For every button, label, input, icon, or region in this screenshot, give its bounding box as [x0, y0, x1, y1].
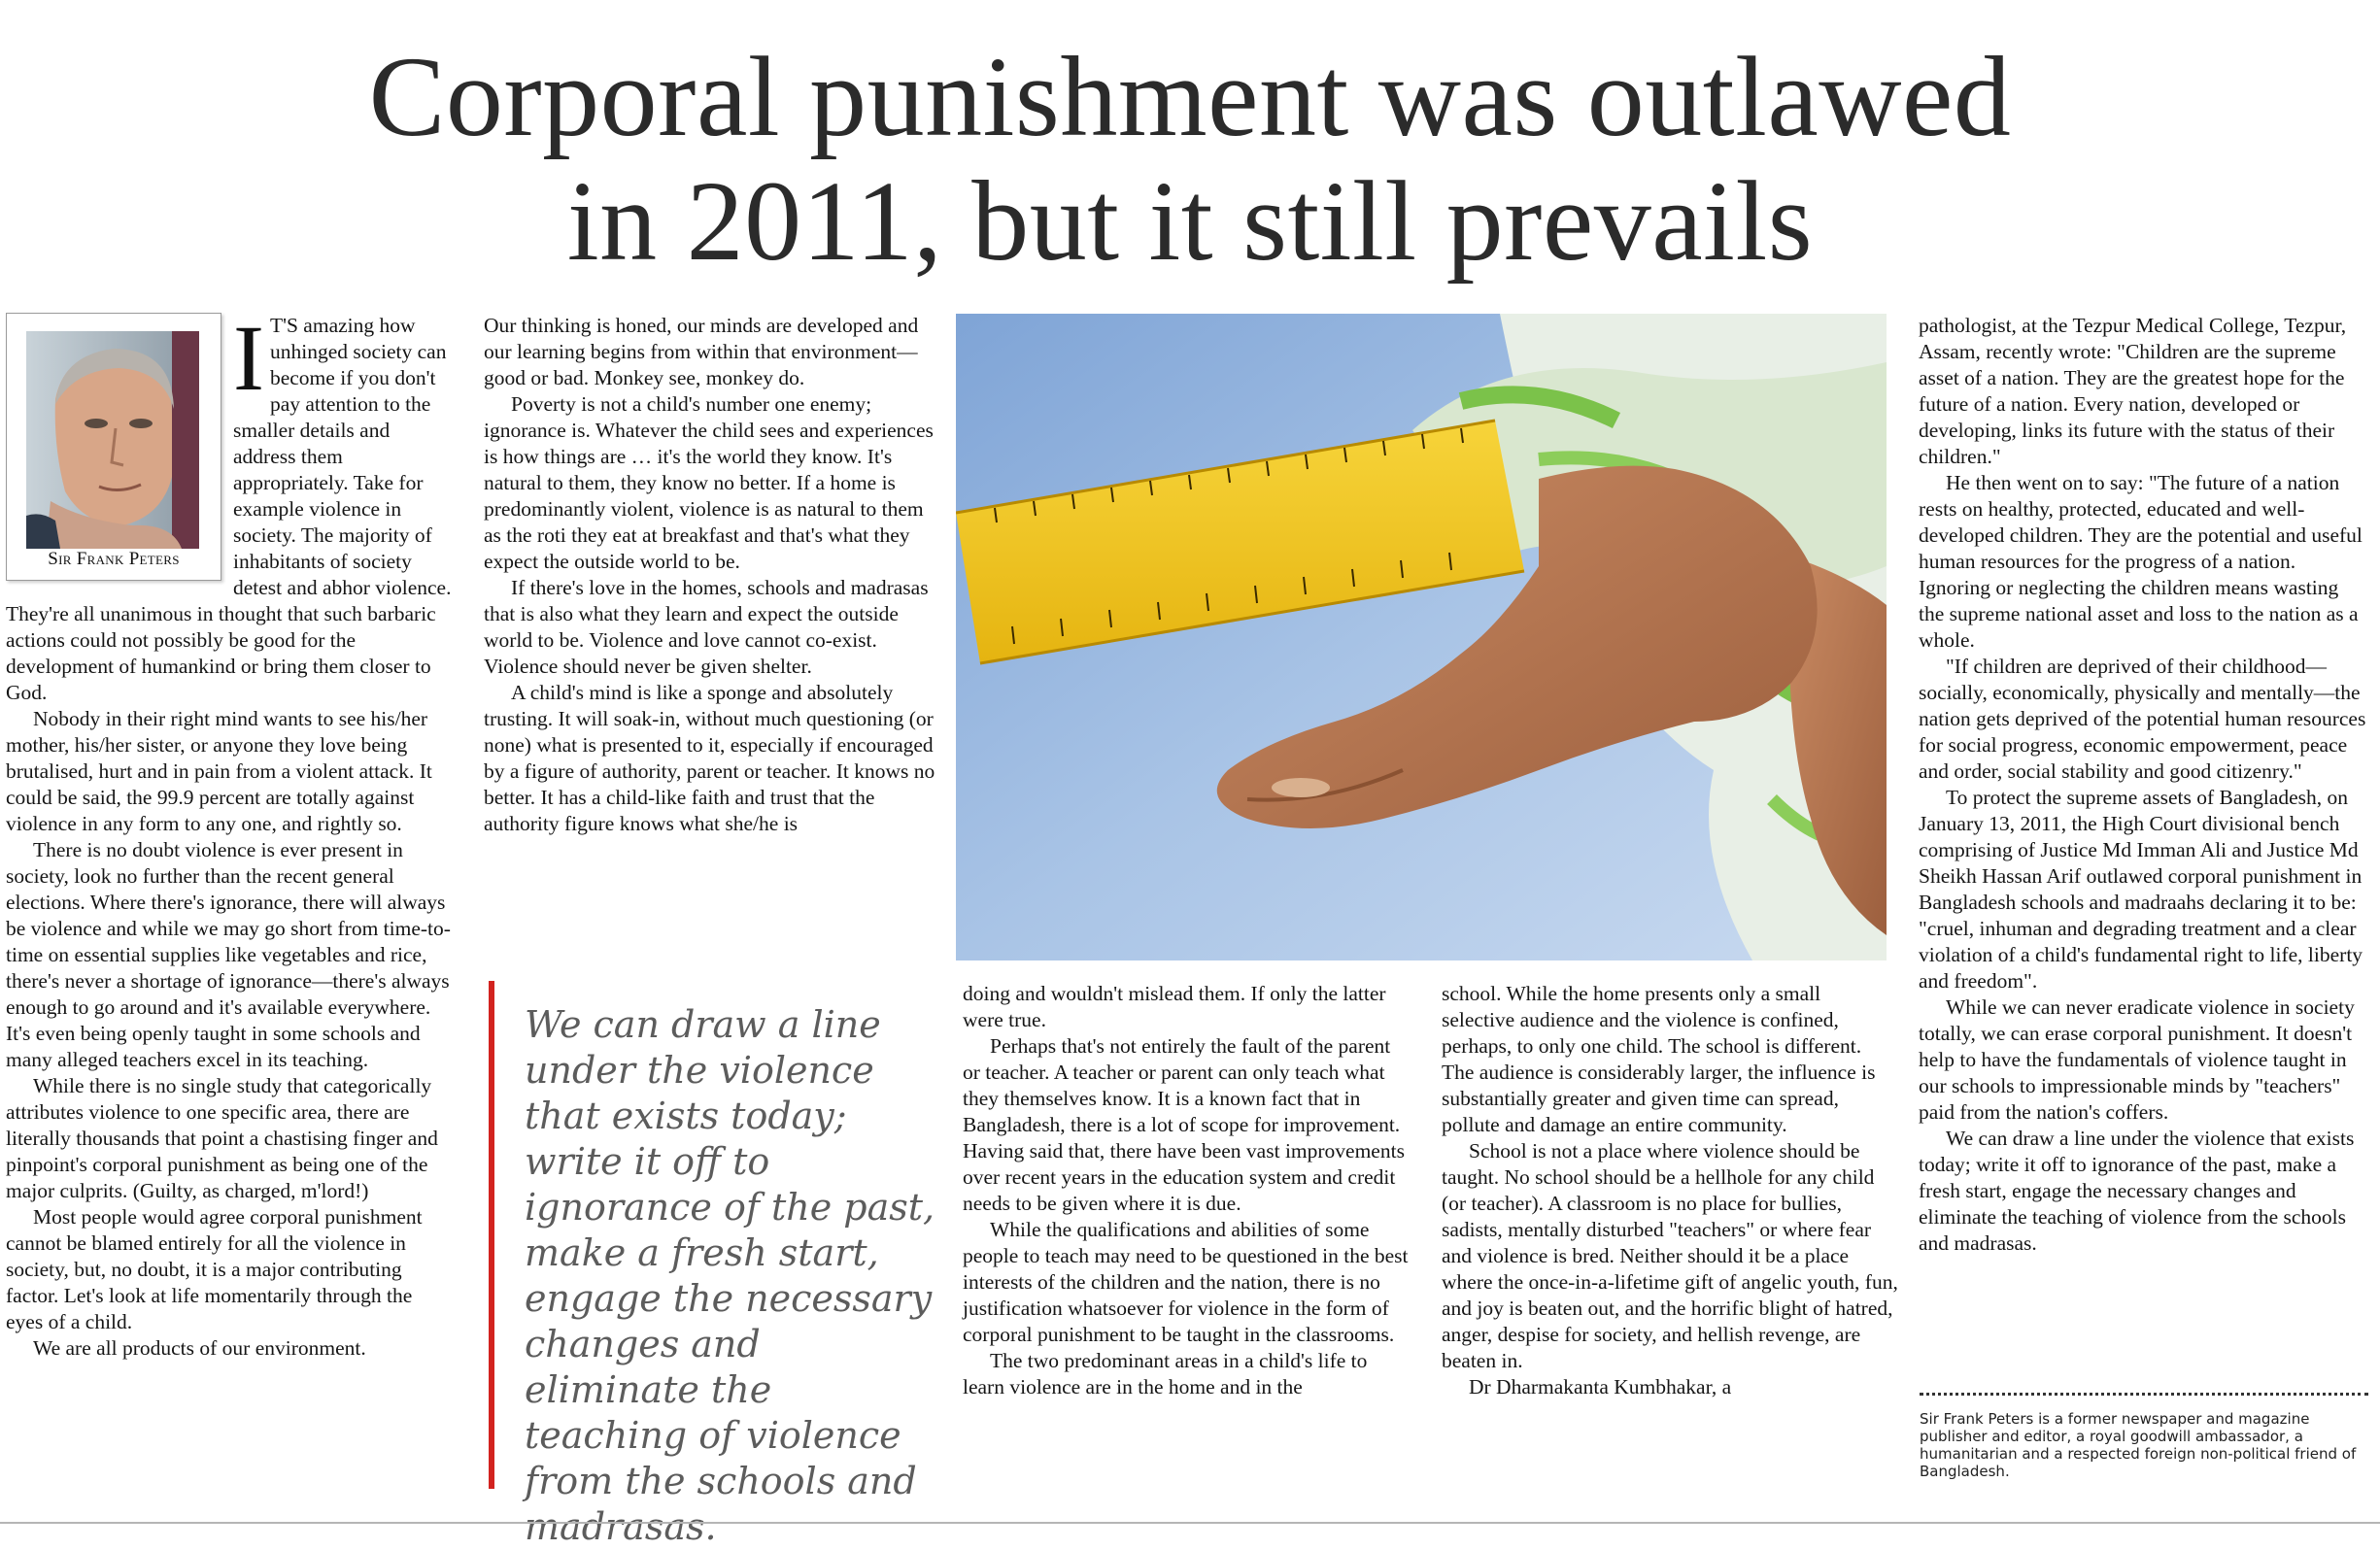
author-photo-box [6, 313, 221, 581]
paragraph: There is no doubt violence is ever present in society, look no further than the recent general elections. Where there's ignorance, there will always be violence and while we may go short from time-to-time on essential supplies like vegetables and rice, there's never a shortage of ignorance—there's always enough to go around and it's available everywhere. It's even being openly taught in some schools and many alleged teachers excel in its teaching. [6, 838, 451, 1071]
bottom-rule [0, 1522, 2380, 1524]
paragraph: While there is no single study that categorically attributes violence to one specific area, there are literally thousands that point a chastising finger and pinpoint's corporal punishment as being one of the major culprits. (Guilty, as charged, m'lord!) [6, 1074, 438, 1202]
paragraph: Most people would agree corporal punishment cannot be blamed entirely for all the violence in society, but, no doubt, it is a major contributing factor. Let's look at life momentarily through the eyes of a child. [6, 1205, 423, 1333]
article-column-3 [963, 981, 1411, 1400]
headline [0, 35, 2380, 284]
article-column-5 [1919, 313, 2367, 1257]
paragraph: Our thinking is honed, our minds are developed and our learning begins from within that environment—good or bad. Monkey see, monkey do. [484, 314, 919, 389]
pullquote: We can draw a line under the violence that exists today; write it off to ignorance of the past, make a fresh start, engage the necessary changes and eliminate the teaching of violence from the schools and madrasas. [525, 1003, 935, 1548]
paragraph: He then went on to say: "The future of a nation rests on healthy, protected, educated and well-developed children. They are the potential and useful human resources for the progress of a nation. Ignoring or neglecting the children means wasting the supreme national asset and loss to the nation as a whole. [1919, 471, 2363, 652]
paragraph: The two predominant areas in a child's life to learn violence are in the home and in the [963, 1349, 1368, 1398]
article-column-4 [1442, 981, 1898, 1400]
author-portrait-photo [26, 331, 199, 549]
article-column-1 [6, 306, 453, 1362]
paragraph: While the qualifications and abilities of some people to teach may need to be questioned in the best interests of the children and the nation, there is no justification whatsoever for violence in the form of corporal punishment to be taught in the classrooms. [963, 1218, 1409, 1346]
hand-with-ruler-photo [956, 314, 1887, 960]
paragraph: Nobody in their right mind wants to see his/her mother, his/her sister, or anyone they love being brutalised, hurt and in pain from a violent attack. It could be said, the 99.9 percent are totally against violence in any form to any one, and rightly so. [6, 707, 432, 835]
paragraph: A child's mind is like a sponge and absolutely trusting. It will soak-in, without much questioning (or none) what is presented to it, especially if encouraged by a figure of authority, parent or teacher. It knows no better. It has a child-like faith and trust that the authority figure knows what she/he is [484, 681, 935, 835]
author-bio: Sir Frank Peters is a former newspaper and magazine publisher and editor, a royal goodwill ambassador, a humanitarian and a respected foreign non-political friend of Bangladesh. [1920, 1410, 2357, 1480]
paragraph: Perhaps that's not entirely the fault of the parent or teacher. A teacher or parent can only teach what they themselves know. It is a known fact that in Bangladesh, there is a lot of scope for improvement. Having said that, there have been vast improvements over recent years in the education system and credit needs to be given where it is due. [963, 1034, 1405, 1215]
paragraph: We can draw a line under the violence that exists today; write it off to ignorance of the past, make a fresh start, engage the necessary changes and eliminate the teaching of violence from the schools and madrasas. [1919, 1127, 2355, 1255]
paragraph: While we can never eradicate violence in society totally, we can erase corporal punishment. It doesn't help to have the fundamentals of violence taught in our schools to impressionable minds by "teachers" paid from the nation's coffers. [1919, 995, 2355, 1124]
paragraph: school. While the home presents only a small selective audience and the violence is confined, perhaps, to only one child. The school is different. The audience is considerably larger, the influence is substantially greater and given time can spread, pollute and damage an entire community. [1442, 982, 1876, 1136]
paragraph: We are all products of our environment. [33, 1336, 366, 1360]
paragraph: To protect the supreme assets of Bangladesh, on January 13, 2011, the High Court divisional bench comprising of Justice Md Imman Ali and Justice Md Sheikh Hassan Arif outlawed corporal punishment in Bangladesh schools and madraahs declaring it to be: "cruel, inhuman and degrading treatment and a clear violation of a child's fundamental right to life, liberty and freedom". [1919, 786, 2363, 993]
headline-line-1: Corporal punishment was outlawed [368, 33, 2012, 160]
paragraph: "If children are deprived of their childhood—socially, economically, physically and mentally—the nation gets deprived of the potential human resources for social progress, economic empowerment, peace and order, social stability and good citizenry." [1919, 655, 2366, 783]
paragraph: pathologist, at the Tezpur Medical College, Tezpur, Assam, recently wrote: "Children are the supreme asset of a nation. They are the greatest hope for the future of a nation. Every nation, developed or developing, links its future with the status of their children." [1919, 314, 2347, 468]
article-column-2 [484, 313, 938, 837]
paragraph: Poverty is not a child's number one enemy; ignorance is. Whatever the child sees and experiences is how things are … it's the world they know. It's natural to them, they know no better. If a home is predominantly violent, violence is as natural to them as the roti they eat at breakfast and that's what they expect the outside world to be. [484, 392, 934, 573]
paragraph: T'S amazing how unhinged society can become if you don't pay attention to the smaller details and address them appropriately. Take for example violence in society. The majority of inhabitants of society detest and abhor violence. They're all unanimous in thought that such barbaric actions could not possibly be good for the development of humankind or bring them closer to God. [6, 314, 452, 704]
author-photo-caption: Sir Frank Peters [48, 549, 180, 569]
paragraph: School is not a place where violence should be taught. No school should be a hellhole for any child (or teacher). A classroom is no place for bullies, sadists, mentally disturbed "teachers" or where fear and violence is bred. Neither should it be a place where the once-in-a-lifetime gift of angelic youth, fun, and joy is beaten out, and the horrific blight of hatred, anger, despise for society, and hellish revenge, are beaten in. [1442, 1139, 1898, 1372]
paragraph: doing and wouldn't mislead them. If only the latter were true. [963, 982, 1386, 1031]
bio-divider [1920, 1393, 2368, 1396]
paragraph: Dr Dharmakanta Kumbhakar, a [1469, 1375, 1732, 1398]
pullquote-accent-bar [489, 981, 494, 1489]
headline-line-2: in 2011, but it still prevails [566, 157, 1814, 285]
paragraph: If there's love in the homes, schools and madrasas that is also what they learn and expect the outside world to be. Violence and love cannot co-exist. Violence should never be given shelter. [484, 576, 929, 678]
drop-cap: I [233, 306, 264, 410]
